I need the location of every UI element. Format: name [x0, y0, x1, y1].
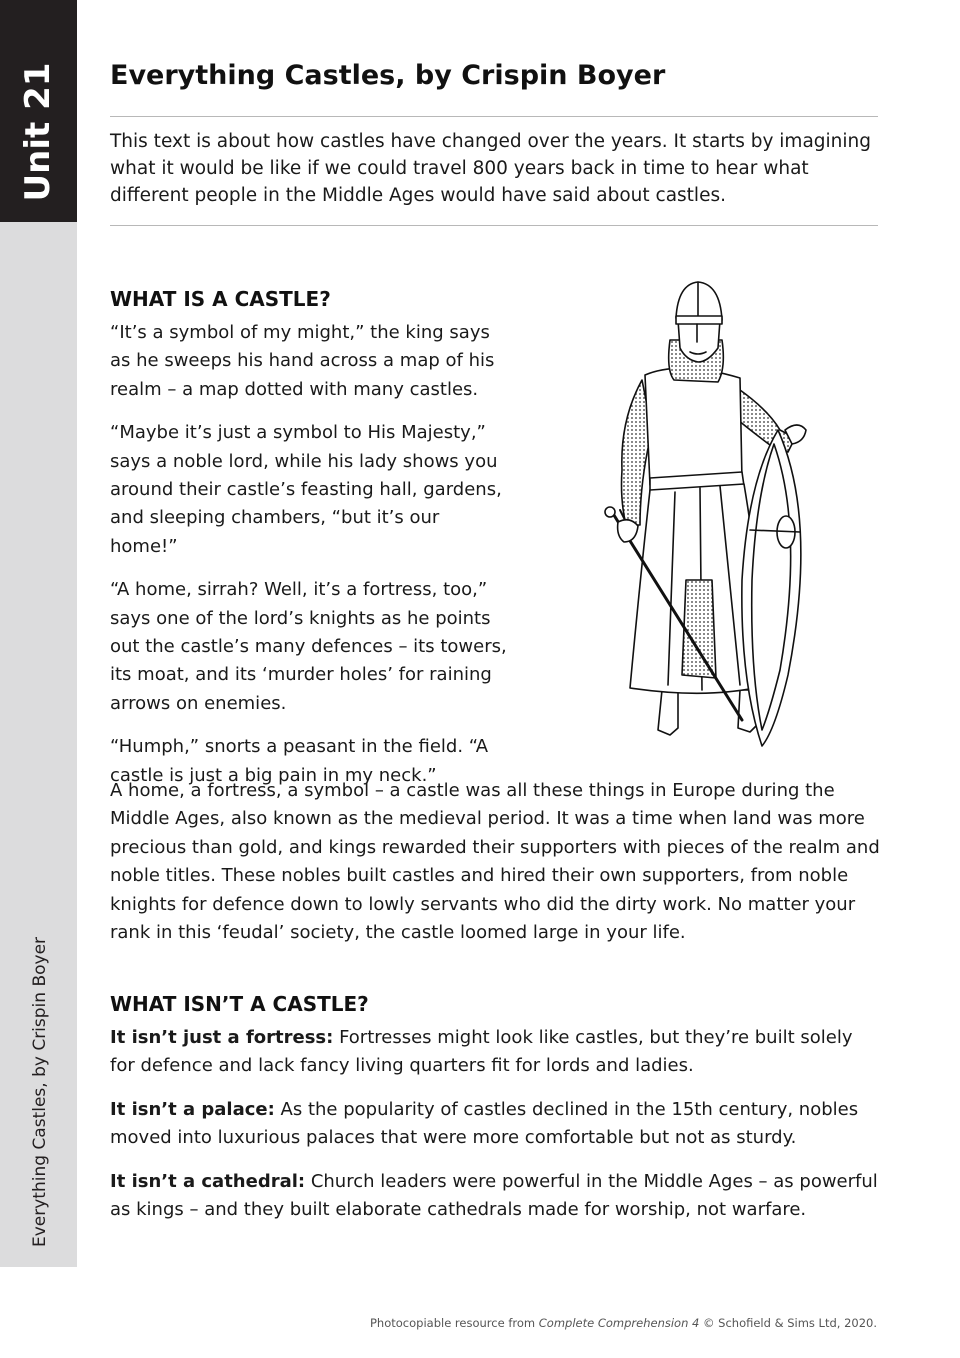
sidebar-book-label: Everything Castles, by Crispin Boyer [30, 936, 50, 1248]
intro-text: This text is about how castles have changed over the years. It starts by imagining what it would be like if we could travel 800 years back in time to hear what different people in the Middle Ages would have said about castles. [110, 131, 872, 206]
unit-tab [0, 0, 77, 222]
page-title: Everything Castles, by Crispin Boyer [110, 60, 666, 91]
definition-term: It isn’t just a fortress: [110, 1027, 334, 1048]
quote-paragraph: “A home, sirrah? Well, it’s a fortress, too,” says one of the lord’s knights as he points out the castle’s many defences – its towers, its moat, and its ‘murder holes’ for raining arrows on enemies. [110, 579, 507, 714]
section-heading-what-isnt: WHAT ISN’T A CASTLE? [110, 992, 369, 1016]
footer-prefix: Photocopiable resource from [370, 1316, 539, 1330]
intro-divider [110, 225, 878, 226]
section1-quotes [110, 319, 510, 805]
definition-text: Fortresses might look like castles, but they’re built solely for defence and lack fancy living quarters fit for lords and ladies. [110, 1027, 853, 1076]
unit-label: Unit 21 [18, 62, 58, 202]
section-heading-what-is: WHAT IS A CASTLE? [110, 287, 331, 311]
definition-list [110, 1024, 880, 1240]
footer-suffix: © Schofield & Sims Ltd, 2020. [699, 1316, 877, 1330]
footer-book-title: Complete Comprehension 4 [538, 1316, 700, 1330]
sidebar [0, 0, 77, 1358]
sidebar-band [0, 222, 77, 1267]
definition-item [110, 1096, 880, 1152]
knight-illustration [590, 280, 820, 755]
definition-text: Church leaders were powerful in the Middle Ages – as powerful as kings – and they built elaborate cathedrals made for worship, not warfare. [110, 1171, 878, 1220]
title-divider [110, 116, 878, 117]
definition-item [110, 1024, 880, 1080]
section1-closing: A home, a fortress, a symbol – a castle was all these things in Europe during the Middle Ages, also known as the medieval period. It was a time when land was more precious than gold, and kings rewarded their supporters with pieces of the realm and noble titles. These nobles built castles and hired their own supporters, from noble knights for defence down to lowly servants who did the dirty work. No matter your rank in this ‘feudal’ society, the castle loomed large in your life. [110, 780, 880, 944]
definition-text: As the popularity of castles declined in the 15th century, nobles moved into luxurious palaces that were more comfortable but not as sturdy. [110, 1099, 859, 1148]
quote-paragraph: “Maybe it’s just a symbol to His Majesty,” says a noble lord, while his lady shows you around their castle’s feasting hall, gardens, and sleeping chambers, “but it’s our home!” [110, 422, 502, 557]
definition-item [110, 1168, 880, 1224]
quote-paragraph: “Humph,” snorts a peasant in the field. “A castle is just a big pain in my neck.” [110, 736, 489, 786]
definition-term: It isn’t a palace: [110, 1099, 275, 1120]
footer-credit [370, 1316, 877, 1330]
definition-term: It isn’t a cathedral: [110, 1171, 306, 1192]
quote-paragraph: “It’s a symbol of my might,” the king says as he sweeps his hand across a map of his realm – a map dotted with many castles. [110, 322, 495, 400]
